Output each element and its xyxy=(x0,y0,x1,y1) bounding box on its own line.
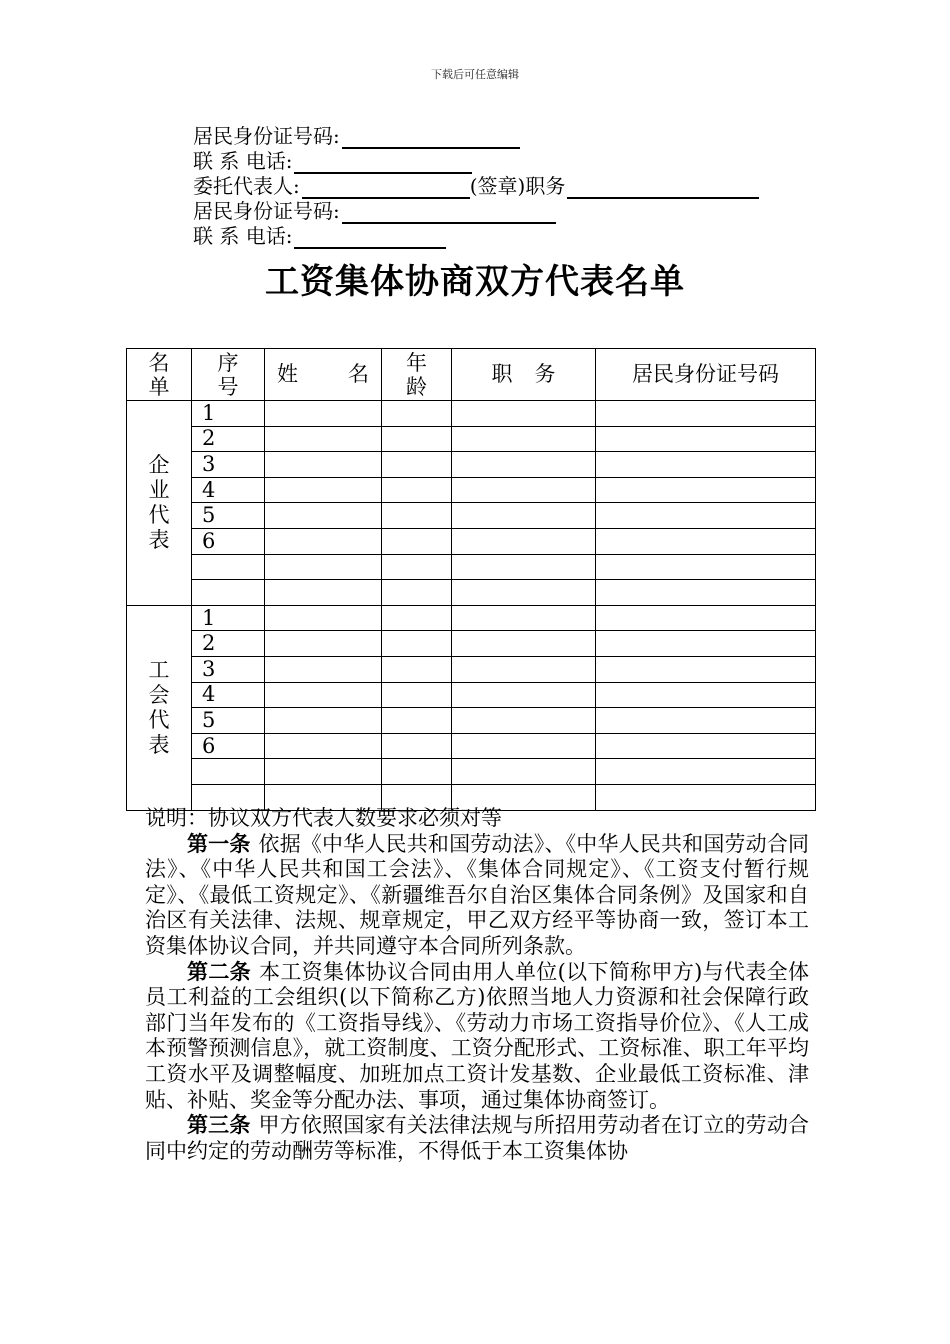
age-cell[interactable] xyxy=(382,733,452,759)
row-number xyxy=(192,580,265,606)
age-cell[interactable] xyxy=(382,759,452,785)
header-age: 年龄 xyxy=(382,349,452,401)
table-row xyxy=(127,631,816,657)
table-row xyxy=(127,477,816,503)
id-number-cell[interactable] xyxy=(596,605,816,631)
age-cell[interactable] xyxy=(382,631,452,657)
name-cell[interactable] xyxy=(265,452,382,478)
fill-in-blank[interactable] xyxy=(342,203,556,224)
article-text: 甲方依照国家有关法律法规与所招用劳动者在订立的劳动合同中约定的劳动酬劳等标准，不得低于本工资集体协 xyxy=(145,1113,810,1163)
id-number-cell[interactable] xyxy=(596,580,816,606)
fill-in-blank[interactable] xyxy=(294,153,472,174)
row-number: 6 xyxy=(192,733,265,759)
fill-in-blank[interactable] xyxy=(567,178,759,199)
id-number-cell[interactable] xyxy=(596,503,816,529)
duty-cell[interactable] xyxy=(452,503,596,529)
name-cell[interactable] xyxy=(265,580,382,606)
duty-cell[interactable] xyxy=(452,401,596,427)
article-paragraph xyxy=(145,1113,809,1164)
duty-cell[interactable] xyxy=(452,580,596,606)
name-cell[interactable] xyxy=(265,426,382,452)
duty-cell[interactable] xyxy=(452,733,596,759)
name-cell[interactable] xyxy=(265,631,382,657)
name-cell[interactable] xyxy=(265,528,382,554)
field-label: 委托代表人: xyxy=(193,174,300,198)
article-paragraph xyxy=(145,960,809,1114)
table-row xyxy=(127,656,816,682)
fill-in-blank[interactable] xyxy=(302,178,470,199)
row-number: 2 xyxy=(192,631,265,657)
row-number xyxy=(192,759,265,785)
id-number-cell[interactable] xyxy=(596,631,816,657)
age-cell[interactable] xyxy=(382,554,452,580)
age-cell[interactable] xyxy=(382,503,452,529)
age-cell[interactable] xyxy=(382,477,452,503)
id-number-cell[interactable] xyxy=(596,426,816,452)
duty-cell[interactable] xyxy=(452,682,596,708)
article-paragraph xyxy=(145,832,809,960)
table-row xyxy=(127,733,816,759)
article-label: 第二条 xyxy=(187,959,251,984)
duty-cell[interactable] xyxy=(452,656,596,682)
name-cell[interactable] xyxy=(265,759,382,785)
field-label: 联 系 电话: xyxy=(193,149,293,173)
article-text: 本工资集体协议合同由用人单位(以下简称甲方)与代表全体员工利益的工会组织(以下简称乙方)依照当地人力资源和社会保障行政部门当年发布的《工资指导线》、《劳动力市场工资指导价位》、《人工成本预警预测信息》，就工资制度、工资分配形式、工资标准、职工年平均工资水平及调整幅度、加班加点工资计发基数、企业最低工资标准、津贴、补贴、奖金等分配办法、事项，通过集体协商签订。 xyxy=(145,959,809,1112)
table-row xyxy=(127,452,816,478)
duty-cell[interactable] xyxy=(452,554,596,580)
table-header-row xyxy=(127,349,816,401)
row-number: 2 xyxy=(192,426,265,452)
field-line xyxy=(193,224,759,249)
age-cell[interactable] xyxy=(382,401,452,427)
name-cell[interactable] xyxy=(265,554,382,580)
page-title: 工资集体协商双方代表名单 xyxy=(265,262,685,302)
id-number-cell[interactable] xyxy=(596,477,816,503)
duty-cell[interactable] xyxy=(452,452,596,478)
representatives-table xyxy=(126,348,816,811)
group-label: 企业代表 xyxy=(127,401,192,606)
id-number-cell[interactable] xyxy=(596,452,816,478)
article-label: 第一条 xyxy=(187,831,251,856)
age-cell[interactable] xyxy=(382,605,452,631)
id-number-cell[interactable] xyxy=(596,708,816,734)
table-row xyxy=(127,554,816,580)
table-row xyxy=(127,708,816,734)
duty-cell[interactable] xyxy=(452,477,596,503)
table-row xyxy=(127,682,816,708)
table-row xyxy=(127,759,816,785)
name-cell[interactable] xyxy=(265,477,382,503)
name-cell[interactable] xyxy=(265,401,382,427)
age-cell[interactable] xyxy=(382,528,452,554)
age-cell[interactable] xyxy=(382,452,452,478)
article-text: 依据《中华人民共和国劳动法》、《中华人民共和国劳动合同法》、《中华人民共和国工会法》、《集体合同规定》、《工资支付暂行规定》、《最低工资规定》、《新疆维吾尔自治区集体合同条例》及国家和自治区有关法律、法规、规章规定，甲乙双方经平等协商一致，签订本工资集体协议合同，并共同遵守本合同所列条款。 xyxy=(145,831,810,958)
id-number-cell[interactable] xyxy=(596,682,816,708)
duty-cell[interactable] xyxy=(452,605,596,631)
name-cell[interactable] xyxy=(265,708,382,734)
table-row xyxy=(127,528,816,554)
name-cell[interactable] xyxy=(265,503,382,529)
header-id-number: 居民身份证号码 xyxy=(596,349,816,401)
article-label: 第三条 xyxy=(187,1113,251,1138)
duty-cell[interactable] xyxy=(452,426,596,452)
header-list: 名单 xyxy=(127,349,192,401)
row-number: 3 xyxy=(192,656,265,682)
header-duty: 职务 xyxy=(452,349,596,401)
row-number: 3 xyxy=(192,452,265,478)
name-cell[interactable] xyxy=(265,656,382,682)
header-seq: 序号 xyxy=(192,349,265,401)
age-cell[interactable] xyxy=(382,580,452,606)
age-cell[interactable] xyxy=(382,426,452,452)
row-number: 1 xyxy=(192,605,265,631)
age-cell[interactable] xyxy=(382,682,452,708)
row-number: 6 xyxy=(192,528,265,554)
name-cell[interactable] xyxy=(265,605,382,631)
duty-cell[interactable] xyxy=(452,631,596,657)
duty-cell[interactable] xyxy=(452,708,596,734)
field-line xyxy=(193,124,759,149)
group-label: 工会代表 xyxy=(127,605,192,810)
row-number: 5 xyxy=(192,708,265,734)
signature-fields xyxy=(193,124,759,249)
table-row xyxy=(127,401,816,427)
header-note: 下载后可任意编辑 xyxy=(431,68,519,81)
row-number: 1 xyxy=(192,401,265,427)
contract-body xyxy=(145,806,809,1164)
id-number-cell[interactable] xyxy=(596,528,816,554)
fill-in-blank[interactable] xyxy=(342,128,520,149)
row-number: 4 xyxy=(192,477,265,503)
id-number-cell[interactable] xyxy=(596,401,816,427)
row-number xyxy=(192,554,265,580)
field-line xyxy=(193,149,759,174)
name-cell[interactable] xyxy=(265,733,382,759)
table-row xyxy=(127,426,816,452)
duty-cell[interactable] xyxy=(452,528,596,554)
field-label: 联 系 电话: xyxy=(193,224,293,248)
id-number-cell[interactable] xyxy=(596,759,816,785)
field-line xyxy=(193,174,759,199)
age-cell[interactable] xyxy=(382,656,452,682)
field-suffix: (签章)职务 xyxy=(469,174,566,198)
table-row xyxy=(127,503,816,529)
id-number-cell[interactable] xyxy=(596,554,816,580)
age-cell[interactable] xyxy=(382,708,452,734)
field-line xyxy=(193,199,759,224)
row-number: 5 xyxy=(192,503,265,529)
field-label: 居民身份证号码: xyxy=(193,124,340,148)
row-number: 4 xyxy=(192,682,265,708)
table-note: 说明：协议双方代表人数要求必须对等 xyxy=(145,806,502,830)
table-row xyxy=(127,605,816,631)
name-cell[interactable] xyxy=(265,682,382,708)
fill-in-blank[interactable] xyxy=(294,228,446,249)
id-number-cell[interactable] xyxy=(596,733,816,759)
duty-cell[interactable] xyxy=(452,759,596,785)
field-label: 居民身份证号码: xyxy=(193,199,340,223)
header-name: 姓 名 xyxy=(265,349,382,401)
table-row xyxy=(127,580,816,606)
id-number-cell[interactable] xyxy=(596,656,816,682)
